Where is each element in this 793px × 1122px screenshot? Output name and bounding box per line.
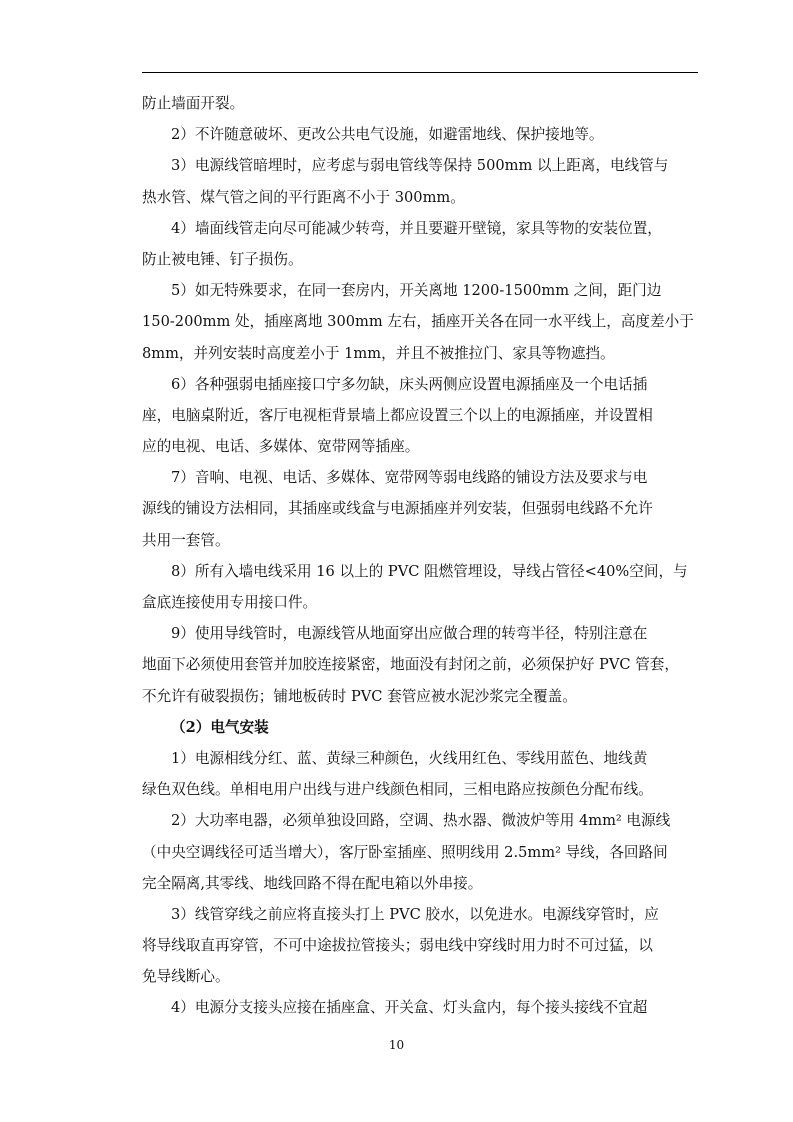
text-line: 8mm，并列安装时高度差小于 1mm，并且不被推拉门、家具等物遮挡。 bbox=[142, 344, 615, 362]
text-line: 2）不许随意破坏、更改公共电气设施，如避雷地线、保护接地等。 bbox=[171, 126, 604, 144]
text-line: 完全隔离,其零线、地线回路不得在配电箱以外串接。 bbox=[142, 874, 483, 892]
text-line: 3）电源线管暗埋时，应考虑与弱电管线等保持 500mm 以上距离，电线管与 bbox=[171, 157, 669, 175]
header-rule bbox=[142, 72, 698, 73]
text-line: 将导线取直再穿管，不可中途拔拉管接头；弱电线中穿线时用力时不可过猛，以 bbox=[142, 937, 653, 955]
text-line: 6）各种强弱电插座接口宁多勿缺，床头两侧应设置电源插座及一个电话插 bbox=[171, 375, 648, 393]
text-line: 绿色双色线。单相电用户出线与进户线颜色相同，三相电路应按颜色分配布线。 bbox=[142, 781, 653, 799]
text-line: 共用一套管。 bbox=[142, 531, 230, 549]
text-line: 不允许有破裂损伤；铺地板砖时 PVC 套管应被水泥沙浆完全覆盖。 bbox=[142, 687, 577, 705]
text-line: 7）音响、电视、电话、多媒体、宽带网等弱电线路的铺设方法及要求与电 bbox=[171, 469, 648, 487]
text-line: 4）电源分支接头应接在插座盒、开关盒、灯头盒内，每个接头接线不宜超 bbox=[171, 999, 648, 1017]
text-line: 源线的铺设方法相同，其插座或线盒与电源插座并列安装，但强弱电线路不允许 bbox=[142, 500, 653, 518]
text-line: 座，电脑桌附近，客厅电视柜背景墙上都应设置三个以上的电源插座，并设置相 bbox=[142, 406, 653, 424]
text-line: 150-200mm 处，插座离地 300mm 左右，插座开关各在同一水平线上，高度差小于 bbox=[142, 313, 694, 331]
text-line: 免导线断心。 bbox=[142, 968, 230, 986]
text-line: 地面下必须使用套管并加胶连接紧密，地面没有封闭之前，必须保护好 PVC 管套， bbox=[142, 656, 679, 674]
text-line: 应的电视、电话、多媒体、宽带网等插座。 bbox=[142, 438, 420, 456]
text-line: 5）如无特殊要求，在同一套房内，开关离地 1200-1500mm 之间，距门边 bbox=[171, 282, 662, 300]
text-line: 2）大功率电器，必须单独设回路，空调、热水器、微波炉等用 4mm² 电源线 bbox=[171, 812, 671, 830]
page-number: 10 bbox=[388, 1038, 405, 1052]
text-line: 热水管、煤气管之间的平行距离不小于 300mm。 bbox=[142, 188, 465, 206]
text-line: 4）墙面线管走向尽可能减少转弯，并且要避开壁镜，家具等物的安装位置， bbox=[171, 219, 662, 237]
text-line: 3）线管穿线之前应将直接头打上 PVC 胶水，以免进水。电源线穿管时，应 bbox=[171, 905, 659, 923]
section-heading: （2）电气安装 bbox=[171, 718, 269, 736]
text-line: 1）电源相线分红、蓝、黄绿三种颜色，火线用红色、零线用蓝色、地线黄 bbox=[171, 749, 648, 767]
text-line: 9）使用导线管时，电源线管从地面穿出应做合理的转弯半径，特别注意在 bbox=[171, 625, 648, 643]
text-line: 防止被电锤、钉子损伤。 bbox=[142, 250, 303, 268]
text-line: 防止墙面开裂。 bbox=[142, 95, 245, 112]
text-line: （中央空调线径可适当增大），客厅卧室插座、照明线用 2.5mm² 导线，各回路间 bbox=[142, 843, 668, 861]
text-line: 盒底连接使用专用接口件。 bbox=[142, 594, 318, 611]
text-line: 8）所有入墙电线采用 16 以上的 PVC 阻燃管埋设，导线占管径<40%空间，与 bbox=[171, 562, 688, 580]
document-body bbox=[142, 88, 702, 1024]
